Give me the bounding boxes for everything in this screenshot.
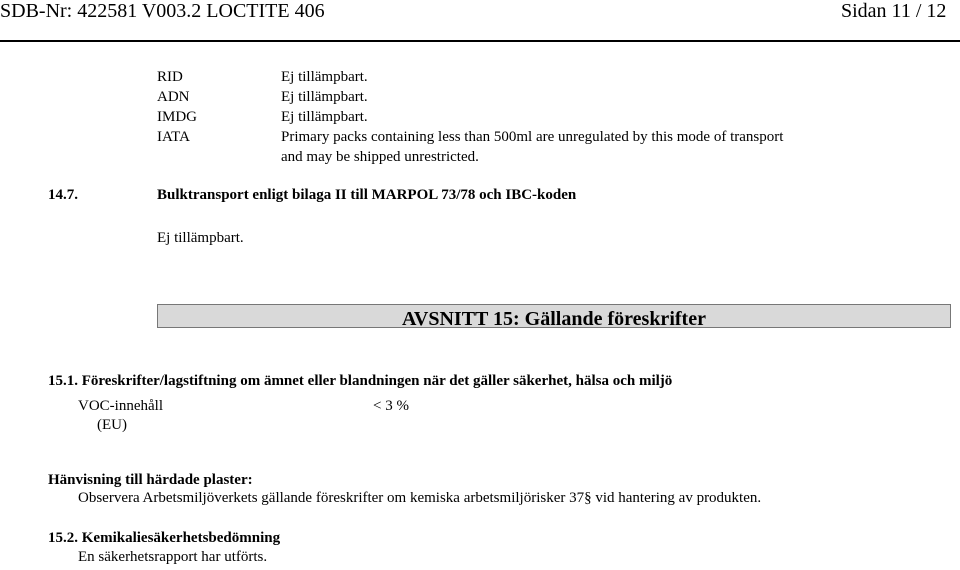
voc-label: VOC-innehåll — [78, 398, 163, 414]
transport-value-iata: Primary packs containing less than 500ml are unregulated by this mode of transport — [281, 129, 784, 145]
section-15-2-title: 15.2. Kemikaliesäkerhetsbedömning — [48, 530, 281, 546]
voc-value: < 3 % — [373, 398, 409, 414]
section-14-7-title: Bulktransport enligt bilaga II till MARPOL 73/78 och IBC-koden — [157, 187, 577, 203]
page-number: Sidan 11 / 12 — [841, 0, 947, 22]
section-15-2-text: En säkerhetsrapport har utförts. — [78, 549, 268, 565]
transport-value-adn: Ej tillämpbart. — [281, 89, 368, 105]
section-14-7-number: 14.7. — [48, 187, 78, 203]
transport-mode-rid: RID — [157, 69, 183, 85]
section-14-7-text: Ej tillämpbart. — [157, 230, 244, 246]
document-id: SDB-Nr: 422581 V003.2 LOCTITE 406 — [0, 0, 325, 22]
transport-value-iata-cont: and may be shipped unrestricted. — [281, 149, 479, 165]
note-text: Observera Arbetsmiljöverkets gällande föreskrifter om kemiska arbetsmiljörisker 37§ vid hantering av produkten. — [78, 490, 762, 506]
header-rule — [0, 40, 960, 42]
transport-mode-adn: ADN — [157, 89, 190, 105]
transport-mode-iata: IATA — [157, 129, 190, 145]
transport-mode-imdg: IMDG — [157, 109, 197, 125]
section-15-1-title: 15.1. Föreskrifter/lagstiftning om ämnet eller blandningen när det gäller säkerhet, hälsa och miljö — [48, 373, 673, 389]
voc-region: (EU) — [97, 417, 127, 433]
section-15-banner: AVSNITT 15: Gällande föreskrifter — [157, 304, 951, 328]
note-title: Hänvisning till härdade plaster: — [48, 472, 253, 488]
transport-value-imdg: Ej tillämpbart. — [281, 109, 368, 125]
transport-value-rid: Ej tillämpbart. — [281, 69, 368, 85]
